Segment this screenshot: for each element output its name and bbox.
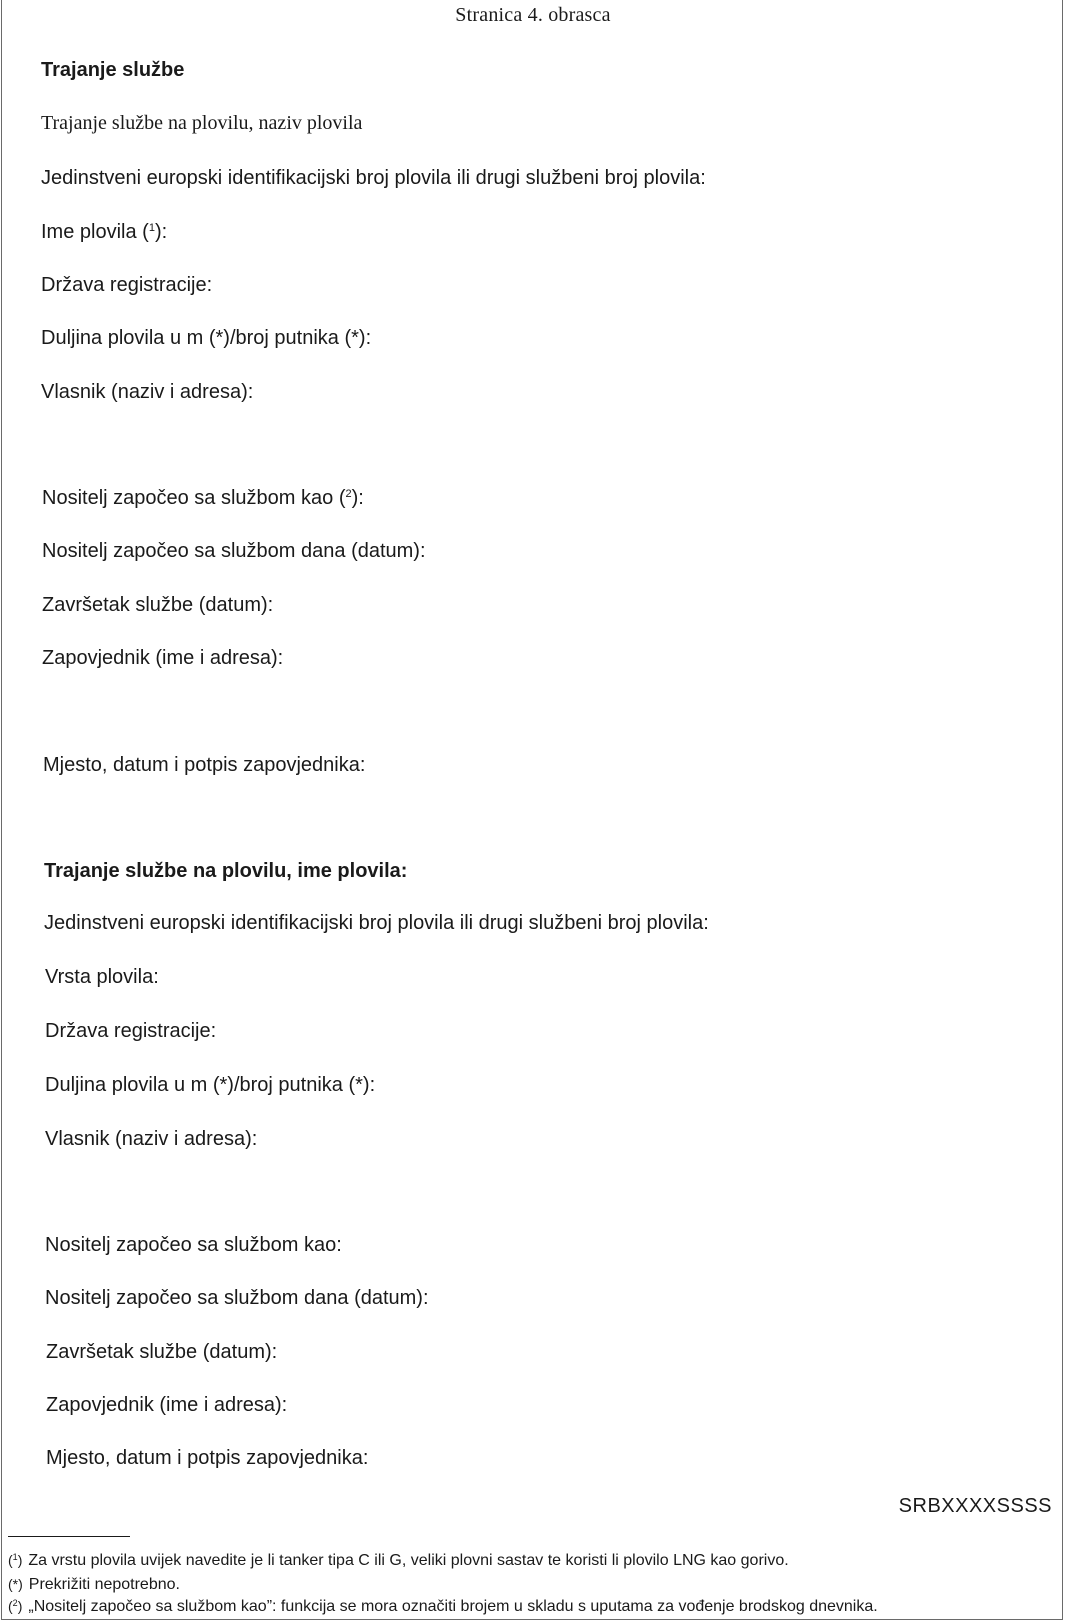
started-as-text: Nositelj započeo sa službom kao ( <box>42 487 346 509</box>
section2-title: Trajanje službe na plovilu, ime plovila: <box>44 860 408 882</box>
section2-vessel-number-label: Jedinstveni europski identifikacijski broj plovila ili drugi službeni broj plovila: <box>44 912 709 934</box>
vessel-name-text: Ime plovila ( <box>41 221 149 243</box>
section2-registration-state-label: Država registracije: <box>45 1020 217 1042</box>
section2-place-date-signature-label: Mjesto, datum i potpis zapovjednika: <box>46 1447 369 1469</box>
section1-vessel-name-label <box>41 221 167 244</box>
section2-length-passengers-label: Duljina plovila u m (*)/broj putnika (*): <box>45 1074 376 1096</box>
footnote-ref-1: 1 <box>148 222 155 234</box>
section2-started-as-label: Nositelj započeo sa službom kao: <box>45 1234 342 1256</box>
page-header: Stranica 4. obrasca <box>455 4 611 26</box>
footnote-1-mark: ($^1$) <box>8 1552 23 1568</box>
footnote-star-mark: (*) <box>8 1576 23 1592</box>
section1-master-label: Zapovjednik (ime i adresa): <box>42 647 284 669</box>
section2-owner-label: Vlasnik (naziv i adresa): <box>45 1128 258 1150</box>
section1-owner-label: Vlasnik (naziv i adresa): <box>41 381 254 403</box>
section1-end-of-service-label: Završetak službe (datum): <box>42 594 274 616</box>
vessel-name-end: ): <box>154 221 168 243</box>
section2-master-label: Zapovjednik (ime i adresa): <box>46 1394 288 1416</box>
section1-place-date-signature-label: Mjesto, datum i potpis zapovjednika: <box>43 754 366 776</box>
footnote-1-text: Za vrstu plovila uvijek navedite je li tanker tipa C ili G, veliki plovni sastav te koristi li plovilo LNG kao gorivo. <box>28 1552 789 1569</box>
section1-vessel-number-label: Jedinstveni europski identifikacijski broj plovila ili drugi službeni broj plovila: <box>41 167 706 189</box>
footnote-star <box>8 1576 180 1594</box>
footnote-2-text: „Nositelj započeo sa službom kao”: funkcija se mora označiti brojem u skladu s uputama za vođenje brodskog dnevnika. <box>28 1598 878 1615</box>
section1-length-passengers-label: Duljina plovila u m (*)/broj putnika (*): <box>41 327 372 349</box>
footnote-2 <box>8 1598 878 1616</box>
section2-end-of-service-label: Završetak službe (datum): <box>46 1341 278 1363</box>
section1-registration-state-label: Država registracije: <box>41 274 213 296</box>
footnote-star-text: Prekrižiti nepotrebno. <box>28 1576 180 1593</box>
document-code: SRBXXXXSSSS <box>898 1495 1052 1517</box>
footnote-separator <box>8 1536 130 1537</box>
form-page <box>1 0 1063 1620</box>
section1-started-as-label <box>42 487 364 510</box>
started-as-end: ): <box>351 487 364 509</box>
section1-title: Trajanje službe <box>41 59 185 81</box>
section1-subtitle: Trajanje službe na plovilu, naziv plovila <box>41 112 363 134</box>
section2-vessel-type-label: Vrsta plovila: <box>45 966 159 988</box>
footnote-ref-2: 2 <box>345 488 352 500</box>
section1-started-on-label: Nositelj započeo sa službom dana (datum): <box>42 540 426 562</box>
section2-started-on-label: Nositelj započeo sa službom dana (datum): <box>45 1287 429 1309</box>
footnote-1 <box>8 1552 789 1570</box>
footnote-2-mark: ($^2$) <box>8 1598 23 1614</box>
